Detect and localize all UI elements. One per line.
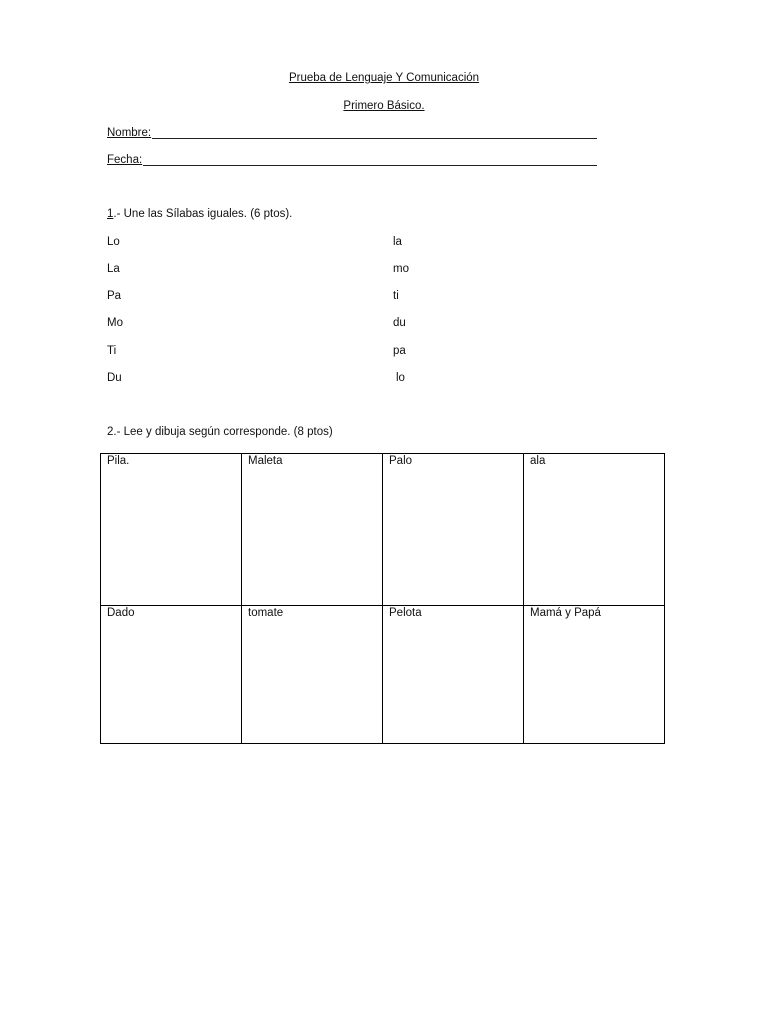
- page-subtitle: Primero Básico.: [343, 100, 425, 112]
- cell-label: Pila.: [107, 455, 130, 467]
- cell-label: Dado: [107, 607, 135, 619]
- cell-label: tomate: [248, 607, 284, 619]
- syllable-right-2: mo: [393, 263, 409, 275]
- syllable-left-1: Lo: [107, 236, 120, 248]
- date-label: Fecha:: [107, 154, 143, 166]
- syllable-right-3: ti: [393, 290, 399, 302]
- drawing-cell[interactable]: [524, 454, 665, 606]
- drawing-cell[interactable]: [101, 606, 242, 744]
- syllable-left-4: Mo: [107, 317, 123, 329]
- drawing-cell[interactable]: [383, 454, 524, 606]
- cell-label: ala: [530, 455, 546, 467]
- drawing-cell[interactable]: [524, 606, 665, 744]
- date-field[interactable]: [107, 154, 597, 166]
- drawing-grid: [100, 453, 665, 744]
- question-2-heading: 2.- Lee y dibuja según corresponde. (8 ptos): [107, 426, 333, 438]
- date-line[interactable]: [143, 154, 597, 166]
- cell-label: Maleta: [248, 455, 283, 467]
- cell-label: Palo: [389, 455, 413, 467]
- name-field[interactable]: [107, 127, 597, 139]
- syllable-left-5: Ti: [107, 345, 117, 357]
- syllable-left-6: Du: [107, 372, 122, 384]
- cell-label: Mamá y Papá: [530, 607, 601, 619]
- drawing-cell[interactable]: [242, 606, 383, 744]
- cell-label: Pelota: [389, 607, 422, 619]
- drawing-cell[interactable]: [242, 454, 383, 606]
- syllable-right-4: du: [393, 317, 406, 329]
- question-1-number: 1: [107, 208, 114, 220]
- name-label: Nombre:: [107, 127, 152, 139]
- syllable-right-1: la: [393, 236, 402, 248]
- drawing-cell[interactable]: [383, 606, 524, 744]
- question-1-heading: [107, 208, 292, 220]
- name-line[interactable]: [152, 127, 597, 139]
- question-1-text: .- Une las Sílabas iguales. (6 ptos).: [113, 208, 293, 220]
- syllable-right-6: lo: [396, 372, 405, 384]
- page-title: Prueba de Lenguaje Y Comunicación: [288, 72, 480, 84]
- drawing-cell[interactable]: [101, 454, 242, 606]
- syllable-left-2: La: [107, 263, 120, 275]
- syllable-left-3: Pa: [107, 290, 122, 302]
- syllable-right-5: pa: [393, 345, 406, 357]
